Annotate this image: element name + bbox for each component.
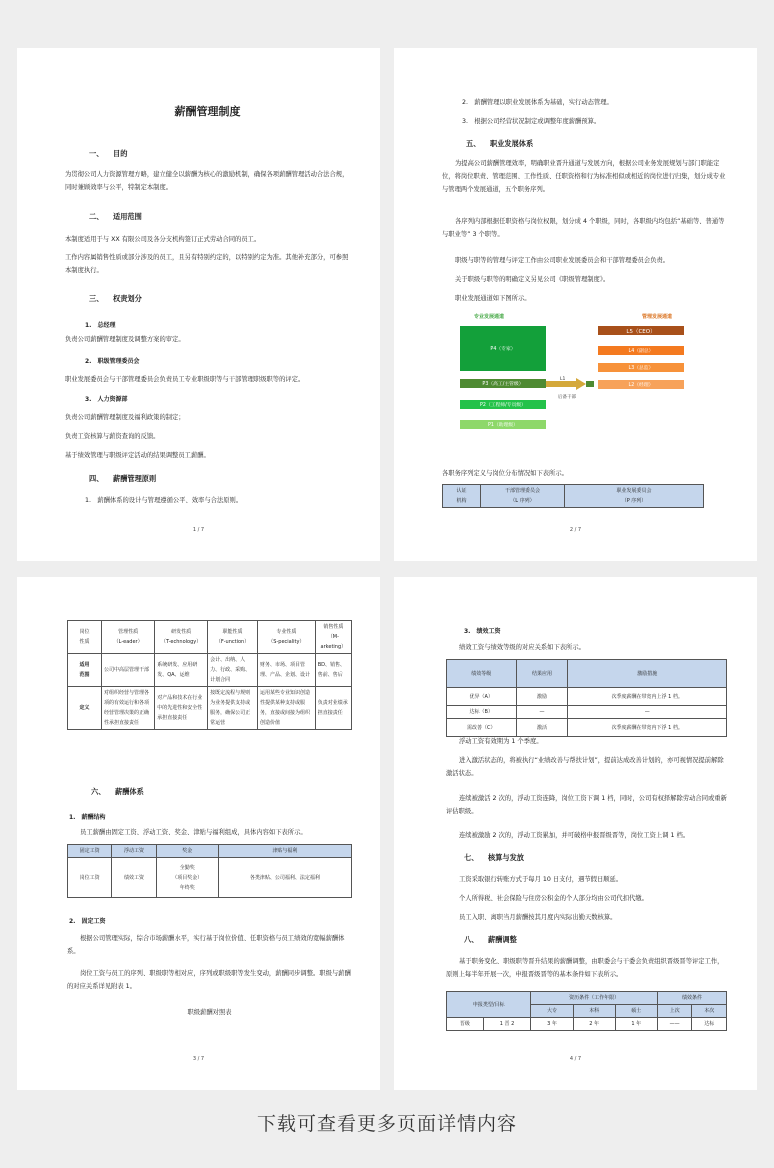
- table-header: 销售性质 （M-arketing）: [315, 621, 351, 654]
- subsection-hr-text-2: 负责工资核算与薪资查询的反馈。: [65, 433, 160, 440]
- page-number: 2 / 7: [569, 527, 582, 533]
- subsection-pay-structure: 1. 薪酬结构: [69, 814, 106, 821]
- table-row: [447, 688, 727, 706]
- subsection-committee-text: 职业发展委员会与干部管理委员会负责员工专业职级职等与干部管理职级职等的评定。: [65, 376, 305, 383]
- table-header: 管理性质 （L-eader）: [102, 621, 155, 654]
- paragraph: 2. 薪酬管理以职业发展体系为基础，实行动态管理。: [462, 99, 613, 106]
- paragraph: 连续被激励 2 次的，浮动工资累加，并可破格申报晋级晋等，岗位工资上调 1 档。: [459, 832, 690, 839]
- table-row: [447, 1018, 727, 1031]
- table-cell: —: [516, 706, 568, 719]
- table-header: 津贴与福利: [218, 845, 351, 858]
- table-cell: 对产品和技术在行业中的先进性和安全性承担直接责任: [155, 687, 208, 730]
- paragraph: 进入激活状态的，将被执行“业绩改善与帮扶计划”，提前达成改善计划的，亦可视情况提前解除激活状态。: [446, 757, 724, 777]
- section-heading-2: 二、 适用范围: [89, 212, 142, 221]
- table-header: 奖金: [156, 845, 218, 858]
- paragraph: 员工入职、离职当月薪酬按其月度内实际出勤天数核算。: [459, 914, 617, 921]
- table-cell: 会计、出纳、人力、行政、采购、计划合同: [208, 654, 258, 687]
- paragraph: 各职务序列定义与岗位分布情况如下表所示。: [442, 470, 568, 477]
- section-5-text-4: 关于职级与职等的明确定义另见公司《职级管理制度》。: [455, 276, 610, 283]
- table-cell: 1 年: [615, 1018, 657, 1031]
- promotion-table: [446, 991, 727, 1031]
- l4-box: L4（副总）: [598, 346, 684, 355]
- table-header: 本次: [692, 1005, 727, 1018]
- subsection-performance-pay: 3. 绩效工资: [464, 628, 501, 635]
- document-page-2: [394, 48, 757, 561]
- table-header: 激励措施: [568, 660, 727, 688]
- subsection-hr-text-1: 负责公司薪酬管理制度及福利政策的制定；: [65, 414, 185, 421]
- table-header: 岗位 性质: [68, 621, 102, 654]
- paragraph: 连续被激活 2 次的，浮动工资连降，岗位工资下调 1 档，同时，公司有权择解除劳动合同或重新评估职级。: [446, 795, 727, 815]
- table-header: 认证 机构: [443, 485, 481, 508]
- sequence-table: [442, 484, 704, 508]
- table-cell: 各类津贴、公司福利、法定福利: [218, 858, 351, 898]
- table-header: 硕士: [615, 1005, 657, 1018]
- table-cell: 适用 范围: [68, 654, 102, 687]
- section-heading-4: 四、 薪酬管理原则: [89, 474, 157, 483]
- table-cell: 次季度薪酬在带宽内下浮 1 档。: [568, 719, 727, 737]
- paragraph: 个人所得税、社会保险与住房公积金的个人部分均由公司代扣代缴。: [459, 895, 648, 902]
- table-cell: —: [568, 706, 727, 719]
- table-header: 浮动工资: [112, 845, 156, 858]
- arrow-label: L1: [560, 377, 566, 382]
- paragraph: 浮动工资有效期为 1 个季度。: [459, 738, 543, 745]
- table-header: 职业发展委员会 （P 序列）: [565, 485, 704, 508]
- table-header: 干部管理委员会 （L 序列）: [481, 485, 565, 508]
- fixed-pay-text-2: 岗位工资与员工的序列、职级职等相对应，序列或职级职等发生变动，薪酬同步调整。职级与薪酬的对应关系详见附表 1。: [67, 970, 351, 990]
- arrow-icon: [546, 375, 600, 395]
- table-cell: 对组织经营与管理各项的有效运行和各项经营管理决策的正确性承担直接责任: [102, 687, 155, 730]
- p2-box: P2（工程师/专员级）: [460, 400, 546, 409]
- p1-box: P1（助理级）: [460, 420, 546, 429]
- table-cell: 优异（A）: [447, 688, 517, 706]
- table-cell: 激励: [516, 688, 568, 706]
- table-header: 本科: [573, 1005, 615, 1018]
- subsection-fixed-pay: 2. 固定工资: [69, 918, 106, 925]
- table-row: [68, 654, 352, 687]
- table-cell: 绩效工资: [112, 858, 156, 898]
- subsection-committee: 2. 职级管理委员会: [85, 358, 140, 365]
- table-header: 专业性质 （S-peciality）: [258, 621, 316, 654]
- paragraph: 基于职务变化、职级职等晋升结果的薪酬调整，由职委会与干委会负责组织晋级晋等评定工作，原则上每半年开展一次，申报晋级晋等的基本条件如下表所示。: [446, 958, 724, 978]
- table-header: 资历条件（工作年限）: [531, 992, 658, 1005]
- p3-box: P3（高工/主管级）: [460, 379, 546, 388]
- section-heading-8: 八、 薪酬调整: [464, 935, 517, 944]
- table-cell: 次季度薪酬在带宽内上浮 1 档。: [568, 688, 727, 706]
- table-cell: 3 年: [531, 1018, 573, 1031]
- table-cell: 运用某些专业知识创造性提供某种支持或服务，直接或间接为组织创造价值: [258, 687, 316, 730]
- table-cell: 达标（B）: [447, 706, 517, 719]
- l5-box: L5（CEO）: [598, 326, 684, 335]
- table-cell: 按既定流程与规则为业务提供支持或服务，确保公司正常运营: [208, 687, 258, 730]
- table-cell: 公司中高层管理干部: [102, 654, 155, 687]
- table-cell: 负责对业绩承担直接责任: [315, 687, 351, 730]
- l2-box: L2（经理）: [598, 380, 684, 389]
- section-2-text-1: 本制度适用于与 XX 有限公司及各分支机构签订正式劳动合同的员工。: [65, 236, 261, 243]
- p4-box: P4（专家）: [460, 326, 546, 371]
- table-header: 研发性质 （T-echnology）: [155, 621, 208, 654]
- table-cell: 财务、市场、项目管理、产品、企划、设计: [258, 654, 316, 687]
- section-heading-1: 一、 目的: [89, 149, 128, 158]
- table-cell: 岗位工资: [68, 858, 112, 898]
- career-path-diagram: [442, 313, 732, 448]
- l3-box: L3（总监）: [598, 363, 684, 372]
- paragraph: 3. 根据公司经营状况制定或调整年度薪酬预算。: [462, 118, 601, 125]
- section-4-text: 1. 薪酬体系的设计与管理遵循公平、效率与合法原则。: [85, 497, 243, 504]
- diagram-right-title: 管理发展通道: [642, 314, 673, 320]
- page-number: 4 / 7: [569, 1056, 582, 1062]
- paragraph: 工资采取银行转账方式于每月 10 日支付，遇节假日顺延。: [459, 876, 623, 883]
- table-header: 结果应用: [516, 660, 568, 688]
- subsection-hr: 3. 人力资源部: [85, 396, 128, 403]
- pay-structure-table: [67, 844, 352, 898]
- document-page-3: [17, 577, 380, 1090]
- diagram-left-title: 专业发展通道: [474, 314, 505, 320]
- table-header: 上次: [657, 1005, 692, 1018]
- table-row: [447, 706, 727, 719]
- section-heading-3: 三、 权责划分: [89, 294, 142, 303]
- sequence-definition-table: [67, 620, 352, 730]
- section-5-text-3: 职级与职等的管理与评定工作由公司职业发展委员会和干部管理委员会负责。: [455, 257, 670, 264]
- table-cell: 2 年: [573, 1018, 615, 1031]
- table-header: 固定工资: [68, 845, 112, 858]
- table-cell: 达标: [692, 1018, 727, 1031]
- section-heading-5: 五、 职业发展体系: [466, 139, 534, 148]
- section-2-text-2: 工作内容属销售性质或部分涉及的员工，且另有特别约定的，以特别约定为准。其他补充部分，可参照本制度执行。: [65, 254, 349, 274]
- page-number: 3 / 7: [192, 1056, 205, 1062]
- subsection-ceo-text: 负责公司薪酬管理制度及调整方案的审定。: [65, 336, 185, 343]
- table-header: 绩效等级: [447, 660, 517, 688]
- table-cell: 全勤奖 （项目奖金） 年终奖: [156, 858, 218, 898]
- performance-table: [446, 659, 727, 737]
- table-cell: BD、销售、售前、售后: [315, 654, 351, 687]
- document-page-4: [394, 577, 757, 1090]
- table-row: [447, 719, 727, 737]
- table-header: 大专: [531, 1005, 573, 1018]
- section-5-text-2: 各序列内部根据任职资格与岗位权限，划分成 4 个职级，同时，各职级内均包括“基础等、普通等与职业等” 3 个职等。: [442, 218, 725, 238]
- table-caption: 职级薪酬对照表: [187, 1009, 232, 1016]
- subsection-hr-text-3: 基于绩效管理与职级评定活动的结果调整员工薪酬。: [65, 452, 210, 459]
- document-title: 薪酬管理制度: [174, 105, 241, 118]
- download-more-caption[interactable]: 下载可查看更多页面详情内容: [256, 1113, 517, 1135]
- arrow-sublabel: 后备干部: [558, 395, 576, 400]
- table-cell: 激活: [516, 719, 568, 737]
- table-cell: 系统研发、应用研发、QA、运维: [155, 654, 208, 687]
- page-number: 1 / 7: [192, 527, 205, 533]
- table-cell: ——: [657, 1018, 692, 1031]
- performance-pay-text: 绩效工资与绩效等级的对应关系如下表所示。: [459, 644, 585, 651]
- table-cell: 晋级: [447, 1018, 484, 1031]
- document-page-1: [17, 48, 380, 561]
- section-5-text-1: 为提高公司薪酬管理效率，明确职业晋升通道与发展方向，根据公司业务发展规划与部门职能定位，将岗位职责、管理范围、工作性质、任职资格和行为标准相似或相近的岗位进行归集，划分成专业与管理两个发展通道，五个职务序列。: [442, 160, 726, 193]
- table-row: [68, 858, 352, 898]
- section-1-text: 为贯彻公司人力资源管理方略，建立健全以薪酬为核心的激励机制，确保各项薪酬管理活动合法合规，同时兼顾效率与公平，特制定本制度。: [65, 171, 349, 191]
- table-cell: 定义: [68, 687, 102, 730]
- table-cell: 1 晋 2: [483, 1018, 531, 1031]
- table-cell: 需改善（C）: [447, 719, 517, 737]
- section-heading-6: 六、 薪酬体系: [91, 787, 144, 796]
- table-header: 申报类型/目标: [447, 992, 531, 1018]
- subsection-ceo: 1. 总经理: [85, 322, 116, 329]
- pay-structure-text: 员工薪酬由固定工资、浮动工资、奖金、津贴与福利组成，具体内容如下表所示。: [80, 829, 307, 836]
- table-row: [68, 687, 352, 730]
- section-heading-7: 七、 核算与发放: [464, 853, 524, 862]
- table-header: 职能性质 （F-unction）: [208, 621, 258, 654]
- section-5-text-5: 职业发展通道如下图所示。: [455, 295, 531, 302]
- fixed-pay-text-1: 根据公司管理实际，综合市场薪酬水平，实行基于岗位价值、任职资格与员工绩效的宽幅薪酬体系。: [67, 935, 345, 955]
- table-header: 绩效条件: [657, 992, 726, 1005]
